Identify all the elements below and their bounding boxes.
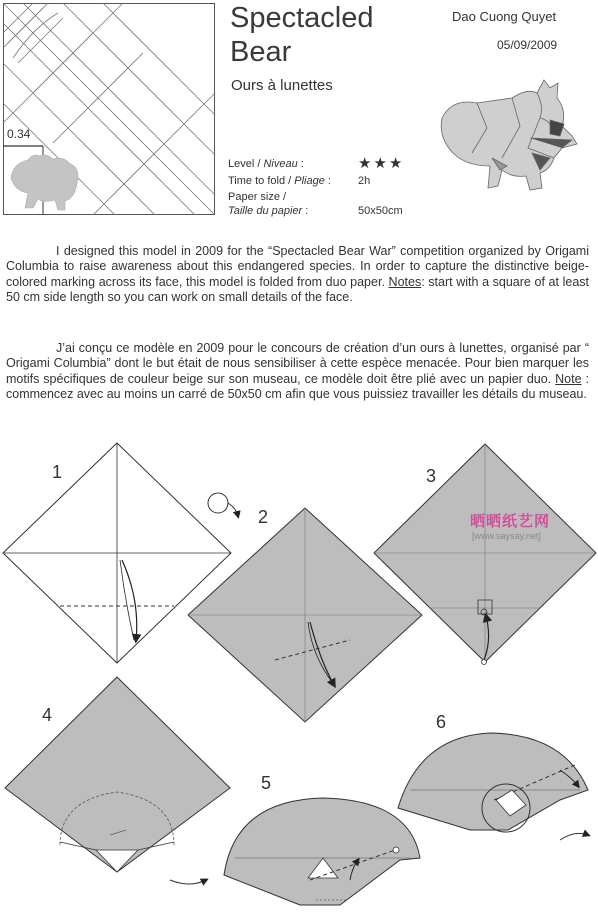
step-1-diagram bbox=[3, 443, 231, 663]
paper-label-fr: Taille du papier : bbox=[228, 205, 309, 217]
step-number-4: 4 bbox=[42, 705, 53, 725]
step-4-diagram bbox=[5, 677, 230, 872]
subtitle: Ours à lunettes bbox=[231, 77, 333, 94]
time-label: Time to fold / Pliage : bbox=[228, 175, 331, 187]
step-3-diagram bbox=[374, 444, 596, 665]
level-label: Level / Niveau : bbox=[228, 158, 304, 170]
intro-english: I designed this model in 2009 for the “Spectacled Bear War” competition organized by Origami Columbia to raise awareness about this endangered species. In order to capture the distinctive beige-colored marking across its face, this model is folded from duo paper. Notes: start with a square of at least 50 cm side length so you can work on small details of the face. bbox=[6, 244, 589, 305]
step-number-3: 3 bbox=[426, 466, 437, 486]
author: Dao Cuong Quyet bbox=[452, 9, 557, 24]
step-number-6: 6 bbox=[436, 712, 447, 732]
step-5-diagram bbox=[224, 798, 420, 905]
time-value: 2h bbox=[358, 175, 371, 187]
paper-label: Paper size / bbox=[228, 191, 287, 203]
title-line-2: Bear bbox=[230, 36, 292, 68]
intro-french: J’ai conçu ce modèle en 2009 pour le concours de création d’un ours à lunettes, organisé par “ Origami Columbia” dont le but était de nous sensibiliser à cette espèce menacée. Pour bien marquer les motifs spécifiques de couleur beige sur son museau, ce modèle doit être plié avec un papier duo. Note : commencez avec au moins un carré de 50x50 cm afin que vous puissiez travailler les détails du museau. bbox=[6, 341, 589, 402]
step-number-2: 2 bbox=[258, 507, 269, 527]
difficulty-stars: ★★★ bbox=[358, 155, 405, 172]
ratio-label: 0.34 bbox=[7, 127, 31, 141]
watermark-logo: 晒晒纸艺网 bbox=[470, 513, 551, 530]
date: 05/09/2009 bbox=[497, 38, 558, 52]
turn-over-symbol bbox=[208, 493, 238, 516]
paper-value: 50x50cm bbox=[358, 205, 403, 217]
step-number-1: 1 bbox=[52, 462, 63, 482]
next-arrow-4 bbox=[170, 880, 206, 884]
next-arrow-6 bbox=[560, 833, 588, 840]
step-number-5: 5 bbox=[261, 773, 272, 793]
title-line-1: Spectacled bbox=[230, 2, 374, 34]
step-6-diagram bbox=[398, 733, 588, 832]
watermark-url: [www.saysay.net] bbox=[472, 531, 541, 541]
